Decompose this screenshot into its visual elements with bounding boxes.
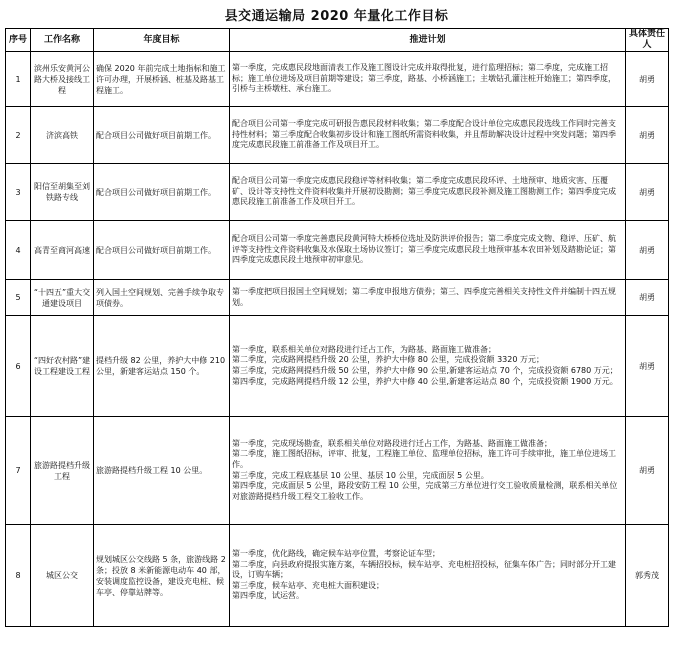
responsible-person: 胡勇: [626, 164, 669, 221]
row-number: 5: [6, 280, 31, 316]
annual-goal: 确保 2020 年前完成土地指标和施工许可办理，开展桥涵、桩基及路基工程施工。: [94, 52, 230, 107]
row-number: 7: [6, 417, 31, 525]
annual-goal: 列入国土空间规划、完善手续争取专项债券。: [94, 280, 230, 316]
header-owner: 具体责任人: [626, 29, 669, 52]
plan-line: 第二季度，完成路网提档升级 20 公里，养护大中修 80 公里，完成投资额 3320 万元；: [232, 355, 544, 365]
plan-line: 第四季度，试运营。: [232, 591, 304, 601]
plan-line: 配合项目公司第一季度完成可研报告惠民段材料收集；第二季度配合设计单位完成惠民段选线工作同时完善支持性材料；第三季度配合收集初步设计和施工图纸所需资料收集，并且帮助解决设计过程中突发问题；第四季度完成惠民段施工前准备工作及项目开工。: [232, 119, 616, 150]
header-name: 工作名称: [31, 29, 94, 52]
table-header-row: [6, 29, 669, 52]
responsible-person: 郭秀茂: [626, 525, 669, 627]
plan-line: 第二季度，施工图纸招标，评审、批复，工程施工单位、监理单位招标，施工许可手续审批，施工单位进场工作。: [232, 449, 616, 469]
table-row: [6, 52, 669, 107]
table-row: [6, 316, 669, 417]
header-plan: 推进计划: [230, 29, 626, 52]
row-number: 3: [6, 164, 31, 221]
annual-goal: 提档升级 82 公里，养护大中修 210 公里，新建客运站点 150 个。: [94, 316, 230, 417]
plan-cell: [230, 525, 626, 627]
row-number: 4: [6, 221, 31, 280]
work-name: “十四五”重大交通建设项目: [31, 280, 94, 316]
responsible-person: 胡勇: [626, 107, 669, 164]
annual-goal: 配合项目公司做好项目前期工作。: [94, 164, 230, 221]
row-number: 1: [6, 52, 31, 107]
row-number: 6: [6, 316, 31, 417]
work-name: 高青至商河高速: [31, 221, 94, 280]
table-row: [6, 164, 669, 221]
table-row: [6, 525, 669, 627]
plan-line: 配合项目公司第一季度完成惠民段稳评等材料收集；第二季度完成惠民段环评、土地预审、地质灾害、压覆矿、设计等支持性文件资料收集并开展初设勘测；第三季度完成惠民段补测及施工图勘测工作；第四季度完成惠民段施工前准备工作及项目开工。: [232, 176, 616, 207]
header-no: 序号: [6, 29, 31, 52]
plan-line: 第四季度，完成路网提档升级 12 公里，养护大中修 40 公里,新建客运站点 80 个，完成投资额 1900 万元。: [232, 376, 618, 386]
annual-goal: 配合项目公司做好项目前期工作。: [94, 107, 230, 164]
plan-line: 第一季度，完成现场勘查，联系相关单位对路段进行迁占工作，为路基、路面施工做准备；: [232, 438, 552, 448]
plan-cell: [230, 280, 626, 316]
plan-line: 第一季度，完成惠民段地面清表工作及施工图设计完成并取得批复，进行监理招标；第二季度，完成施工招标；施工单位进场及项目前期等建设；第三季度，路基、小桥涵施工；主墩钻孔灌注桩开始施工；第四季度，引桥与主桥墩柱、承台施工。: [232, 63, 616, 94]
plan-line: 第一季度，优化路线，确定候车站亭位置，考察论证车型；: [232, 549, 440, 559]
plan-line: 第二季度，向县政府提报实施方案，车辆招投标，候车站亭、充电桩招投标，征集车体广告；同时部分开工建设，订购车辆；: [232, 559, 616, 580]
work-name: 阳信至胡集至刘铁路专线: [31, 164, 94, 221]
work-name: 旅游路提档升级工程: [31, 417, 94, 525]
responsible-person: 胡勇: [626, 316, 669, 417]
plan-cell: [230, 417, 626, 525]
document-title: 县交通运输局 2020 年量化工作目标: [224, 9, 449, 24]
plan-line: 第一季度，联系相关单位对路段进行迁占工作，为路基、路面施工做准备；: [232, 344, 496, 354]
annual-goal: 旅游路提档升级工程 10 公里。: [94, 417, 230, 525]
annual-goal: 规划城区公交线路 5 条，旅游线路 2 条；投放 8 米新能源电动车 40 部，安装调度监控设备，建设充电桩、候车亭、停靠站牌等。: [94, 525, 230, 627]
plan-cell: [230, 164, 626, 221]
responsible-person: 胡勇: [626, 417, 669, 525]
table-row: [6, 107, 669, 164]
table-row: [6, 280, 669, 316]
plan-line: 第三季度，候车站亭、充电桩大面积建设；: [232, 580, 384, 590]
plan-cell: [230, 107, 626, 164]
goals-table: [5, 28, 669, 627]
plan-cell: [230, 316, 626, 417]
work-name: 城区公交: [31, 525, 94, 627]
header-goal: 年度目标: [94, 29, 230, 52]
annual-goal: 配合项目公司做好项目前期工作。: [94, 221, 230, 280]
work-name: 滨州乐安黄河公路大桥及接线工程: [31, 52, 94, 107]
row-number: 8: [6, 525, 31, 627]
plan-line: 第一季度把项目报国土空间规划；第二季度申报地方债券；第三、四季度完善相关支持性文件并编制十四五规划。: [232, 286, 616, 307]
plan-line: 第四季度，完成面层 5 公里，路段安防工程 10 公里，完成第三方单位进行交工验收质量检测，联系相关单位对旅游路提档升级工程交工验收工作。: [232, 481, 618, 501]
plan-line: 配合项目公司第一季度完善惠民段黄河特大桥桥位选址及防洪评价报告；第二季度完成文物、稳评、压矿、航评等支持性文件资料收集及水保取土场协议签订；第三季度完成惠民段土地预审基本农田补划及踏勘论证；第四季度完成惠民段土地预审初审意见。: [232, 234, 616, 265]
plan-cell: [230, 221, 626, 280]
table-body: [6, 52, 669, 627]
table-row: [6, 221, 669, 280]
plan-line: 第三季度，完成路网提档升级 50 公里，养护大中修 90 公里,新建客运站点 70 个，完成投资额 6780 万元；: [232, 366, 618, 375]
responsible-person: 胡勇: [626, 221, 669, 280]
table-row: [6, 417, 669, 525]
work-name: “四好农村路”建设工程建设工程: [31, 316, 94, 417]
work-name: 济滨高铁: [31, 107, 94, 164]
responsible-person: 胡勇: [626, 280, 669, 316]
row-number: 2: [6, 107, 31, 164]
responsible-person: 胡勇: [626, 52, 669, 107]
plan-cell: [230, 52, 626, 107]
plan-line: 第三季度，完成工程底基层 10 公里、基层 10 公里，完成面层 5 公里。: [232, 470, 489, 480]
